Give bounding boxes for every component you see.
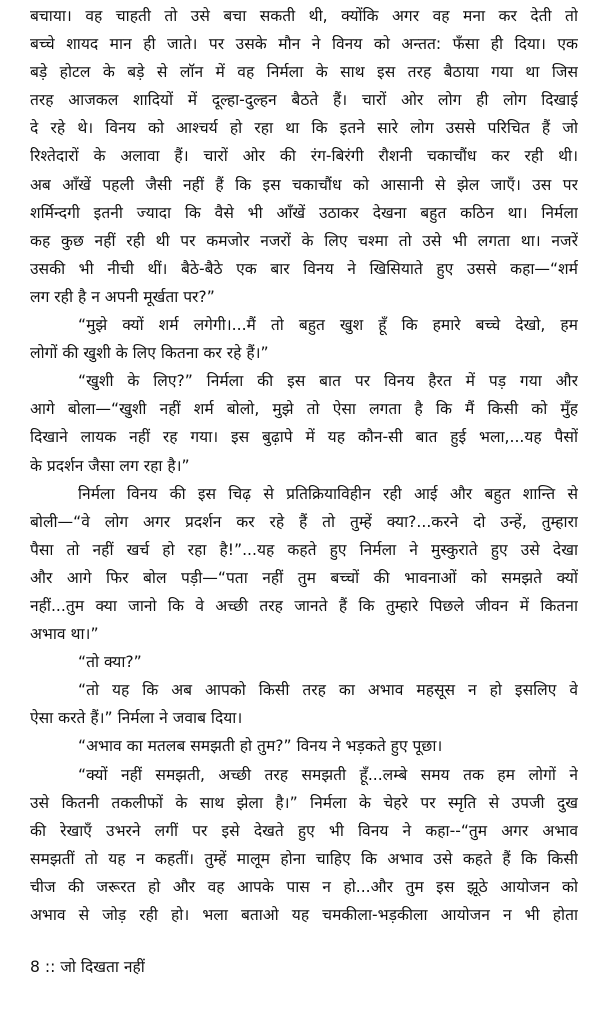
text-line: “क्यों नहीं समझती, अच्छी तरह समझती हूँ...लम्बे समय तक हम लोगों ने xyxy=(78,765,578,784)
text-line: बच्चे शायद मान ही जाते। पर उसके मौन ने विनय को अन्तत: फँसा ही दिया। एक xyxy=(30,35,578,54)
text-line: पैसा तो नहीं खर्च हो रहा है!”...यह कहते हुए निर्मला ने मुस्कुराते हुए उसे देखा xyxy=(30,540,578,559)
text-line: “खुशी के लिए?” निर्मला की इस बात पर विनय हैरत में पड़ गया और xyxy=(78,372,578,391)
text-line: निर्मला विनय की इस चिढ़ से प्रतिक्रियाविहीन रही आई और बहुत शान्ति से xyxy=(78,484,578,503)
text-line: चीज की जरूरत हो और वह आपके पास न हो...और तुम इस झूठे आयोजन को xyxy=(30,877,578,896)
body-text xyxy=(30,2,578,929)
text-line: समझतीं तो यह न कहतीं। तुम्हें मालूम होना चाहिए कि अभाव उसे कहते हैं कि किसी xyxy=(30,849,578,868)
text-line: के प्रदर्शन जैसा लग रहा है।” xyxy=(30,456,190,475)
text-line: नहीं...तुम क्या जानो कि वे अच्छी तरह जानते हैं कि तुम्हारे पिछले जीवन में कितना xyxy=(30,596,578,615)
text-line: आगे बोला—“खुशी नहीं शर्म बोलो, मुझे तो ऐसा लगता है कि मैं किसी को मुँह xyxy=(30,400,578,419)
text-line: बचाया। वह चाहती तो उसे बचा सकती थी, क्योंकि अगर वह मना कर देती तो xyxy=(30,7,578,25)
text-line: और आगे फिर बोल पड़ी—“पता नहीं तुम बच्चों की भावनाओं को समझते क्यों xyxy=(30,568,578,587)
text-line: की रेखाएँ उभरने लगीं पर इसे देखते हुए भी विनय ने कहा--“तुम अगर अभाव xyxy=(30,821,578,840)
page-footer: 8 :: जो दिखता नहीं xyxy=(30,958,145,976)
text-line: उसकी भी नीची थीं। बैठे-बैठे एक बार विनय ने खिसियाते हुए उससे कहा—“शर्म xyxy=(30,259,578,278)
text-line: “मुझे क्यों शर्म लगेगी।...मैं तो बहुत खुश हूँ कि हमारे बच्चे देखो, हम xyxy=(78,316,578,335)
text-line: ऐसा करते हैं।” निर्मला ने जवाब दिया। xyxy=(30,709,243,728)
text-line: “तो यह कि अब आपको किसी तरह का अभाव महसूस न हो इसलिए वे xyxy=(78,681,578,700)
text-line: बोली—“वे लोग अगर प्रदर्शन कर रहे हैं तो तुम्हें क्या?...करने दो उन्हें, तुम्हारा xyxy=(30,512,578,531)
text-line: लोगों की खुशी के लिए कितना कर रहे हैं।” xyxy=(30,344,269,363)
text-line: शर्मिन्दगी इतनी ज्यादा कि वैसे भी आँखें उठाकर देखना बहुत कठिन था। निर्मला xyxy=(30,203,578,222)
text-line: उसे कितनी तकलीफों के साथ झेला है।” निर्मला के चेहरे पर स्मृति से उपजी दुख xyxy=(30,793,578,812)
text-line: अब आँखें पहली जैसी नहीं हैं कि इस चकाचौंध को आसानी से झेल जाएँ। उस पर xyxy=(30,175,578,194)
text-line: दे रहे थे। विनय को आश्चर्य हो रहा था कि इतने सारे लोग उससे परिचित हैं जो xyxy=(30,119,578,138)
text-line: रिश्तेदारों के अलावा हैं। चारों ओर की रंग-बिरंगी रौशनी चकाचौंध कर रही थी। xyxy=(30,147,578,166)
text-line: बड़े होटल के बड़े से लॉन में वह निर्मला के साथ इस तरह बैठाया गया था जिस xyxy=(30,63,578,82)
text-line: अभाव से जोड़ रही हो। भला बताओ यह चमकीला-भड़कीला आयोजन न भी होता xyxy=(30,906,578,924)
text-line: “तो क्या?” xyxy=(78,653,142,672)
text-line: लग रही है न अपनी मूर्खता पर?” xyxy=(30,287,215,306)
text-line: “अभाव का मतलब समझती हो तुम?” विनय ने भड़कते हुए पूछा। xyxy=(78,737,443,756)
text-line: तरह आजकल शादियों में दूल्हा-दुल्हन बैठते हैं। चारों ओर लोग ही लोग दिखाई xyxy=(30,91,578,110)
text-line: दिखाने लायक नहीं रह गया। इस बुढ़ापे में यह कौन-सी बात हुई भला,...यह पैसों xyxy=(30,428,578,447)
text-line: अभाव था।” xyxy=(30,625,99,644)
text-line: कह कुछ नहीं रही थी पर कमजोर नजरों के लिए चश्मा तो उसे भी लगता था। नजरें xyxy=(30,231,578,250)
